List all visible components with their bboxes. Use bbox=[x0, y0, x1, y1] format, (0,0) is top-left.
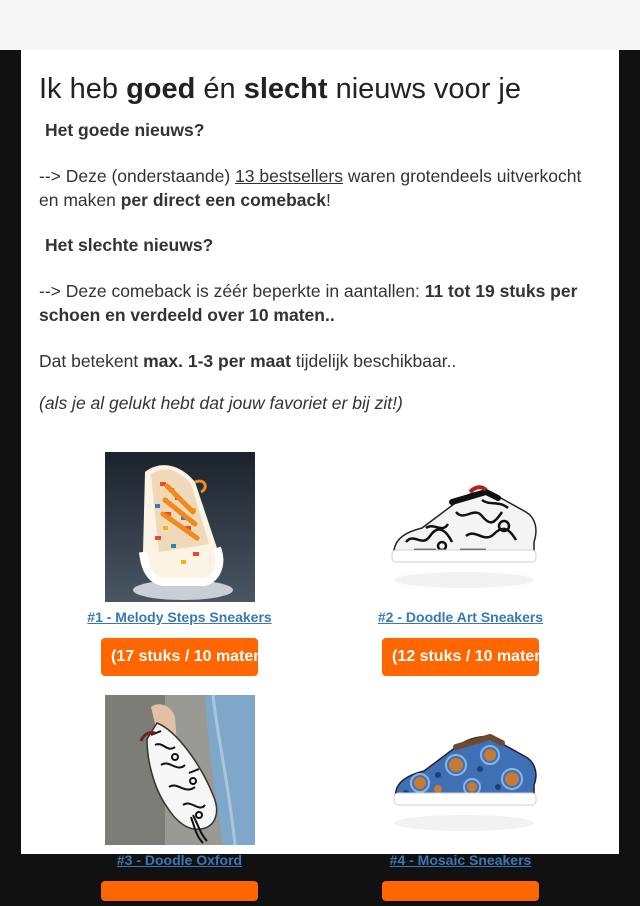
product-card bbox=[320, 452, 601, 676]
good-news-text: --> Deze (onderstaande) 13 bestsellers waren grotendeels uitverkocht en maken per direct een comeback! bbox=[39, 166, 582, 210]
product-image-melody[interactable] bbox=[105, 452, 255, 602]
bad-news-text: --> Deze comeback is zéér beperkte in aantallen: 11 tot 19 stuks per schoen en verdeeld over 10 maten.. bbox=[39, 281, 578, 325]
product-title-link[interactable]: #2 - Doodle Art Sneakers bbox=[377, 609, 544, 625]
stock-button[interactable] bbox=[382, 881, 539, 901]
top-bar bbox=[0, 0, 640, 50]
email-panel bbox=[21, 50, 619, 868]
product-title-link[interactable]: #4 - Mosaic Sneakers bbox=[389, 852, 532, 868]
stock-button[interactable]: (12 stuks / 10 maten) bbox=[382, 638, 539, 676]
bad-news-heading: Het slechte nieuws? bbox=[45, 235, 214, 255]
product-image-doodle-sneakers[interactable] bbox=[386, 452, 536, 602]
product-card bbox=[39, 695, 320, 906]
product-title-link[interactable]: #3 - Doodle Oxford bbox=[116, 852, 243, 868]
stock-button[interactable]: (17 stuks / 10 maten) bbox=[101, 638, 258, 676]
favorite-note: (als je al gelukt hebt dat jouw favoriet er bij zit!) bbox=[39, 392, 403, 413]
product-card bbox=[320, 695, 601, 906]
bestsellers-link[interactable]: 13 bestsellers bbox=[235, 166, 343, 186]
product-title-link[interactable]: #1 - Melody Steps Sneakers bbox=[87, 609, 272, 625]
headline: Ik heb goed én slecht nieuws voor je bbox=[39, 73, 521, 105]
good-news-heading: Het goede nieuws? bbox=[45, 120, 205, 140]
stock-button[interactable] bbox=[101, 881, 258, 901]
product-image-doodle-oxford[interactable] bbox=[105, 695, 255, 845]
product-card bbox=[39, 452, 320, 676]
product-image-mosaic-sneakers[interactable] bbox=[386, 695, 536, 845]
max-per-size-text: Dat betekent max. 1-3 per maat tijdelijk beschikbaar.. bbox=[39, 351, 457, 371]
